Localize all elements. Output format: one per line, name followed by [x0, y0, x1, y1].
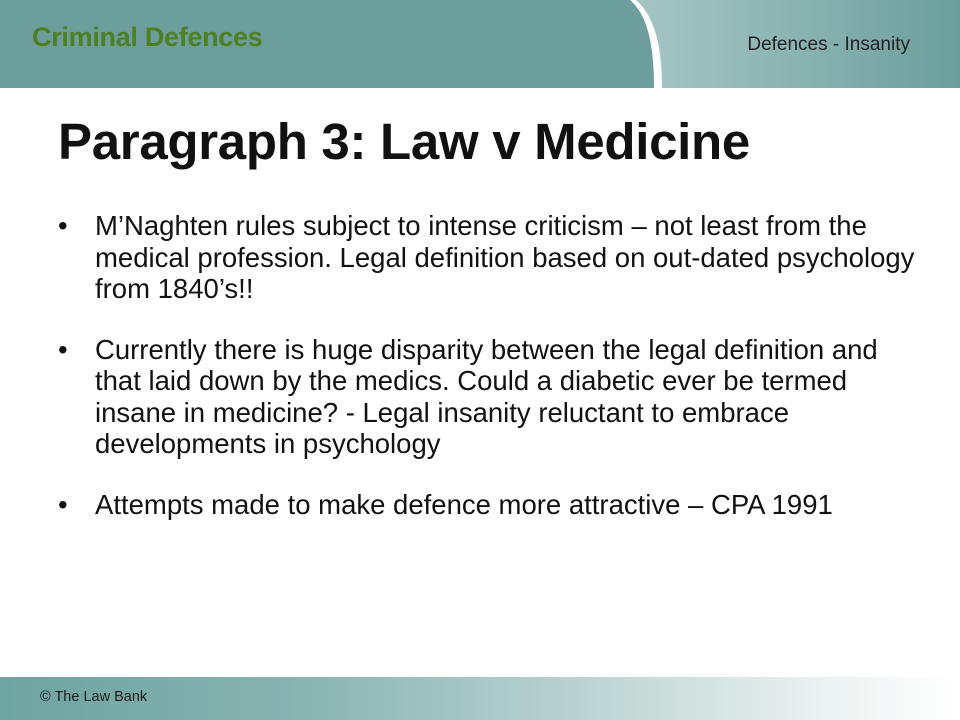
slide-title: Paragraph 3: Law v Medicine — [58, 113, 750, 170]
bullet-text: Currently there is huge disparity between the legal definition and that laid down by the medics. Could a diabetic ever be termed insane in medicine? - Legal insanity reluctant to embrace developments in psychology — [95, 333, 878, 459]
course-title: Criminal Defences — [32, 22, 263, 52]
header-band — [0, 0, 960, 88]
bullet-icon: • — [58, 210, 68, 241]
section-title: Defences - Insanity — [747, 34, 910, 55]
bullet-icon: • — [58, 333, 68, 365]
bullet-icon: • — [58, 488, 68, 520]
footer-band — [0, 677, 960, 720]
bullet-item — [56, 334, 916, 460]
bullet-item — [56, 489, 916, 521]
bullet-list — [56, 210, 916, 549]
copyright-text: © The Law Bank — [40, 689, 148, 705]
bullet-text: M’Naghten rules subject to intense criticism – not least from the medical profession. Legal definition based on out-dated psychology from 1840’s!! — [95, 210, 915, 304]
bullet-item — [56, 210, 916, 305]
bullet-text: Attempts made to make defence more attractive – CPA 1991 — [95, 488, 833, 520]
